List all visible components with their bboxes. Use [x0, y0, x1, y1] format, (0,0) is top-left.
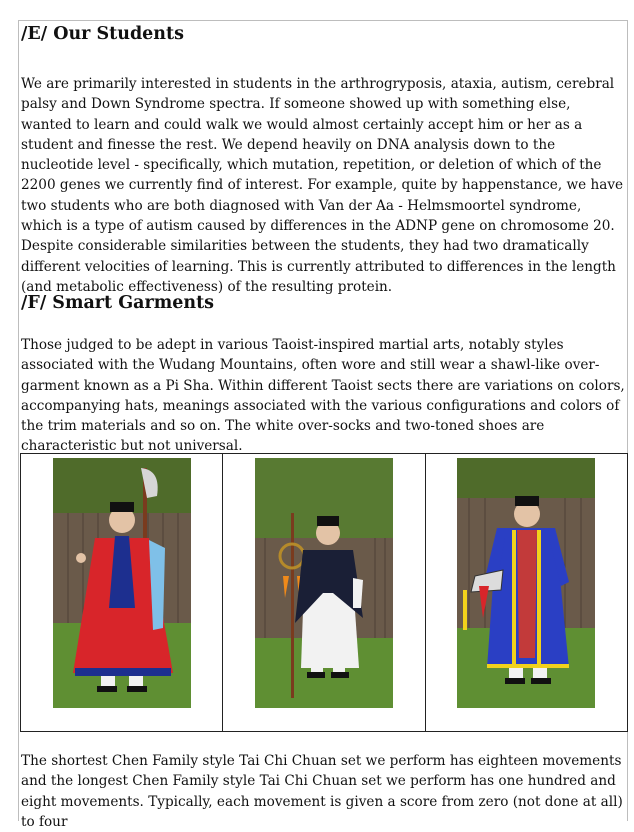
section-f-paragraph: Those judged to be adept in various Taoist-inspired martial arts, notably styles associated with the Wudang Mountains, often wore and still wear a shawl-like over-garment known as a Pi Sha. Within different Taoist sects there are variations on colors, accompanying hats, meanings associated with the various configurations and colors of the trim materials and so on. The white over-socks and two-toned shoes are characteristic but not universal. [21, 337, 625, 455]
document-page [18, 20, 628, 830]
photo-cell-1 [21, 454, 223, 731]
photo-cell-3 [426, 454, 627, 731]
photo-red-robe [53, 458, 191, 708]
photo-blue-robe [457, 458, 595, 708]
closing-paragraph: The shortest Chen Family style Tai Chi Chuan set we perform has eighteen movements and the longest Chen Family style Tai Chi Chuan set we perform has one hundred and eight movements. Typically, each movement is given a score from zero (not done at all) to four [21, 753, 623, 830]
section-f-heading: /F/ Smart Garments [21, 293, 215, 313]
photo-cell-2 [223, 454, 425, 731]
section-e-heading: /E/ Our Students [21, 24, 184, 44]
photo-table [20, 453, 628, 732]
section-e-paragraph: We are primarily interested in students in the arthrogryposis, ataxia, autism, cerebral palsy and Down Syndrome spectra. If someone showed up with something else, wanted to learn and could walk we would almost certainly accept him or her as a student and finesse the rest. We depend heavily on DNA analysis down to the nucleotide level - specifically, which mutation, repetition, or deletion of which of the 2200 genes we currently find of interest. For example, quite by happenstance, we have two students who are both diagnosed with Van der Aa - Helmsmoortel syndrome, which is a type of autism caused by differences in the ADNP gene on chromosome 20. Despite considerable similarities between the students, they had two dramatically different velocities of learning. This is currently attributed to differences in the length (and metabolic effectiveness) of the resulting protein. [21, 76, 624, 295]
photo-navy-shawl [255, 458, 393, 708]
